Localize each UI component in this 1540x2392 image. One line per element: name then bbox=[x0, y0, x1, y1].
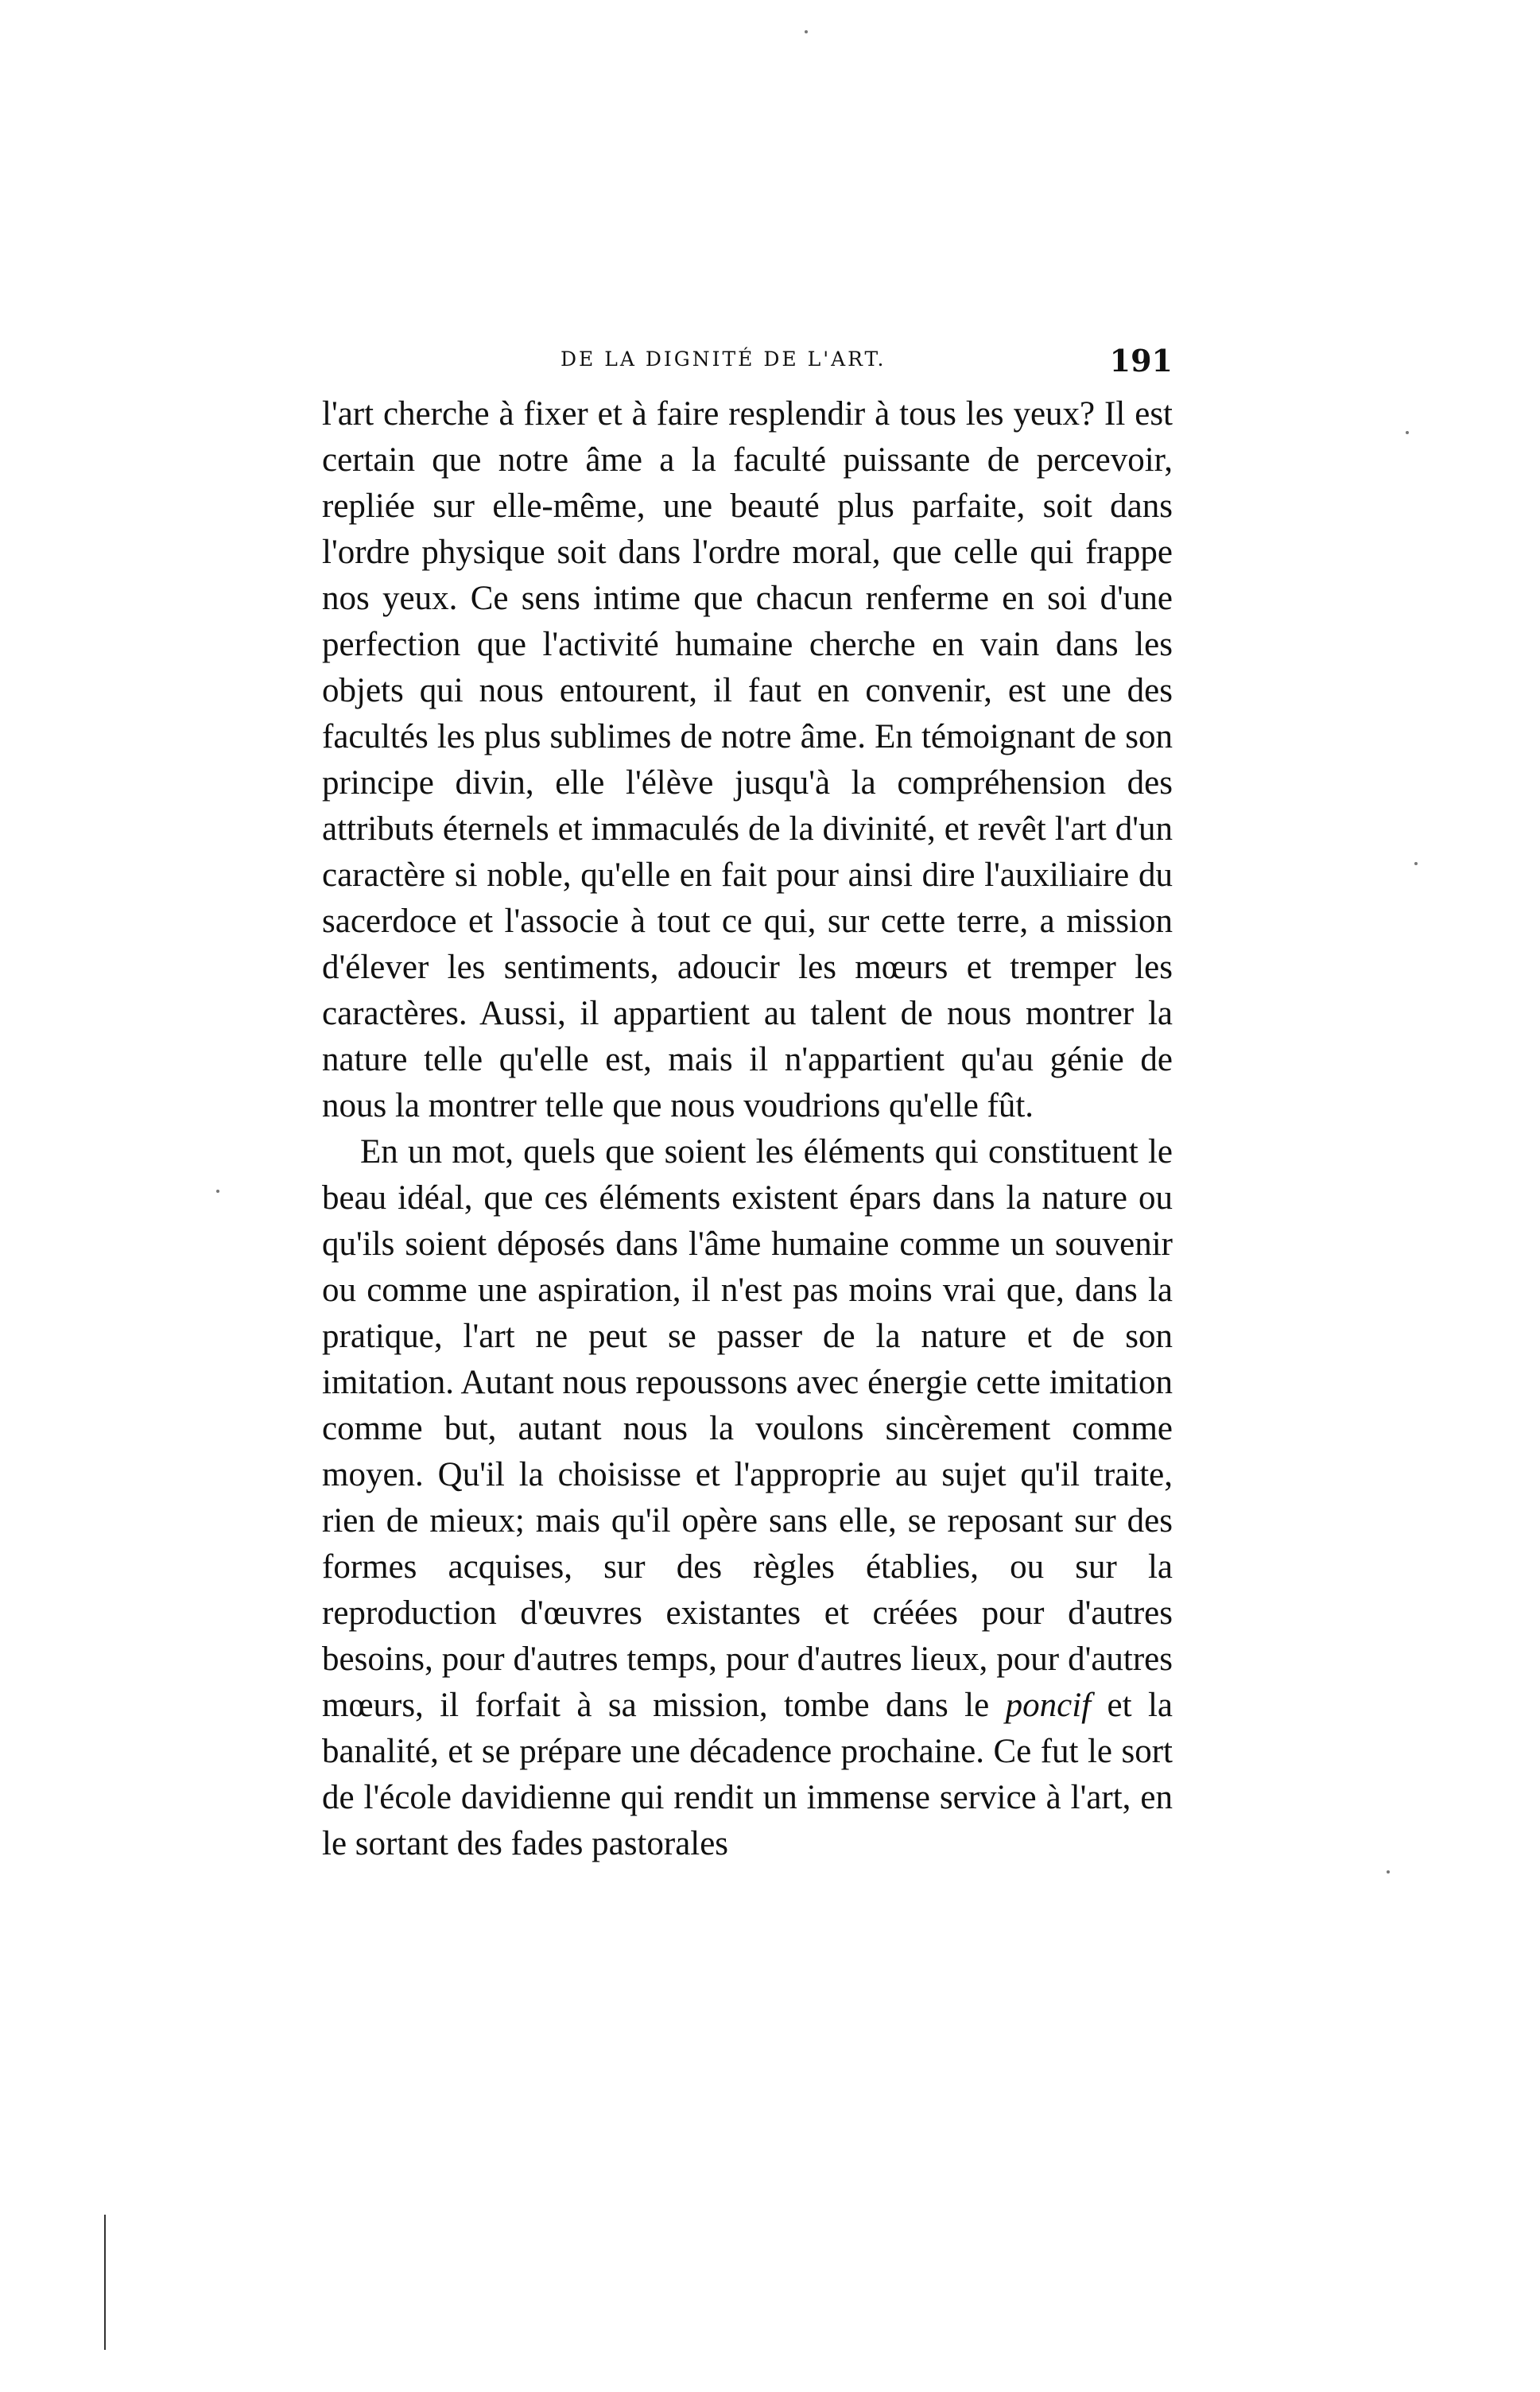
page-number: 191 bbox=[1109, 343, 1173, 379]
paragraph bbox=[322, 1129, 1173, 1867]
paragraph-text: En un mot, quels que soient les éléments qui constituent le beau idéal, que ces éléments existent épars dans la nature ou qu'ils soient déposés dans l'âme humaine comme un souvenir ou comme une aspiration, il n'est pas moins vrai que, dans la pratique, l'art ne peut se passer de la nature et de son imitation. Autant nous repoussons avec énergie cette imitation comme but, autant nous la voulons sincèrement comme moyen. Qu'il la choisisse et l'approprie au sujet qu'il traite, rien de mieux; mais qu'il opère sans elle, se reposant sur des formes acquises, sur des règles établies, ou sur la reproduction d'œuvres existantes et créées pour d'autres besoins, pour d'autres temps, pour d'autres lieux, pour d'autres mœurs, il forfait à sa mission, tombe dans le bbox=[322, 1133, 1173, 1724]
paper-speck bbox=[1406, 431, 1409, 434]
italic-term: poncif bbox=[1005, 1687, 1092, 1724]
paragraph-text: et la banalité, et se prépare une décadence prochaine. Ce fut le sort de l'école davidienne qui rendit un immense service à l'art, en le sortant des fades pastorales bbox=[322, 1687, 1173, 1862]
running-title: DE LA DIGNITÉ DE L'ART. bbox=[561, 348, 886, 371]
paper-speck bbox=[216, 1190, 219, 1193]
paragraph-continuation bbox=[322, 391, 1173, 1129]
paper-speck bbox=[1414, 862, 1418, 865]
body-text bbox=[322, 391, 1173, 1867]
paper-speck bbox=[805, 30, 808, 33]
running-head bbox=[322, 343, 1173, 379]
paragraph-text: l'art cherche à fixer et à faire resplendir à tous les yeux? Il est certain que notre âme a la faculté puissante de percevoir, repliée sur elle-même, une beauté plus parfaite, soit dans l'ordre physique soit dans l'ordre moral, que celle qui frappe nos yeux. Ce sens intime que chacun renferme en soi d'une perfection que l'activité humaine cherche en vain dans les objets qui nous entourent, il faut en convenir, est une des facultés les plus sublimes de notre âme. En témoignant de son principe divin, elle l'élève jusqu'à la compréhension des attributs éternels et immaculés de la divinité, et revêt l'art d'un caractère si noble, qu'elle en fait pour ainsi dire l'auxiliaire du sacerdoce et l'associe à tout ce qui, sur cette terre, a mission d'élever les sentiments, adoucir les mœurs et tremper les caractères. Aussi, il appartient au talent de nous montrer la nature telle qu'elle est, mais il n'appartient qu'au génie de nous la montrer telle que nous voudrions qu'elle fût. bbox=[322, 395, 1173, 1124]
margin-rule bbox=[104, 2215, 106, 2350]
paper-speck bbox=[1387, 1870, 1390, 1874]
